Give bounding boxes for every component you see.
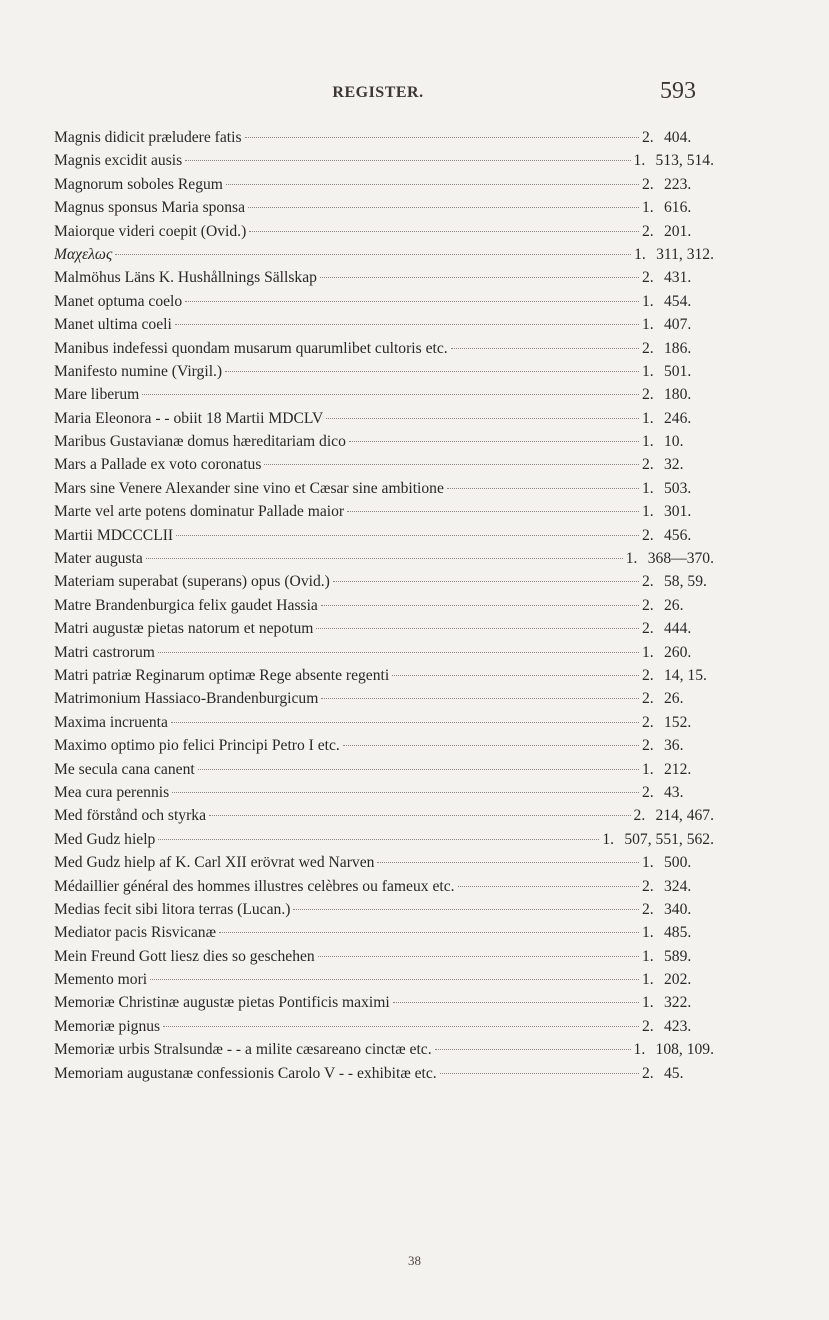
dot-leader — [349, 441, 639, 442]
entry-volume: 1. — [634, 245, 646, 263]
entry-volume: 2. — [642, 690, 654, 708]
dot-leader — [146, 558, 623, 559]
entry-pages: 407. — [664, 316, 692, 334]
entry-pages: 14, 15. — [664, 666, 707, 684]
entry-text: Malmöhus Läns K. Hushållnings Sällskap — [54, 269, 317, 287]
entry-text: Mediator pacis Risvicanæ — [54, 924, 216, 942]
signature-mark: 38 — [408, 1253, 421, 1268]
entry-volume: 2. — [642, 1017, 654, 1035]
index-entry — [54, 126, 714, 149]
index-entry — [54, 664, 714, 687]
entry-text: Medias fecit sibi litora terras (Lucan.) — [54, 900, 291, 918]
entry-volume: 2. — [642, 339, 654, 357]
entry-pages: 507, 551, 562. — [624, 830, 714, 848]
dot-leader — [176, 535, 639, 536]
dot-leader — [264, 464, 639, 465]
dot-leader — [175, 324, 639, 325]
entry-pages: 423. — [664, 1017, 692, 1035]
dot-leader — [458, 886, 639, 887]
entry-volume: 2. — [642, 269, 654, 287]
entry-pages: 43. — [664, 783, 684, 801]
entry-pages: 513, 514. — [655, 152, 714, 170]
entry-volume: 2. — [642, 620, 654, 638]
dot-leader — [377, 862, 639, 863]
index-entry — [54, 430, 714, 453]
dot-leader — [451, 348, 639, 349]
dot-leader — [249, 231, 639, 232]
dot-leader — [163, 1026, 639, 1027]
entry-pages: 58, 59. — [664, 573, 707, 591]
entry-pages: 26. — [664, 690, 684, 708]
index-entry — [54, 1015, 714, 1038]
entry-text: Mea cura perennis — [54, 783, 170, 801]
entry-volume: 1. — [625, 550, 638, 568]
index-entry — [54, 477, 714, 500]
entry-pages: 431. — [664, 269, 692, 287]
index-entry — [54, 547, 714, 570]
index-entry — [54, 570, 714, 593]
index-entry — [54, 687, 714, 710]
index-entry — [54, 875, 714, 898]
entry-pages: 311, 312. — [656, 245, 714, 263]
dot-leader — [316, 628, 639, 629]
entry-text: Memoriæ Christinæ augustæ pietas Pontificis maximi — [54, 994, 390, 1012]
index-entry — [54, 149, 714, 172]
entry-volume: 1. — [642, 503, 654, 521]
entry-text: Magnis excidit ausis — [54, 152, 183, 170]
index-entry — [54, 500, 714, 523]
index-entry — [54, 337, 714, 360]
entry-text: Médaillier général des hommes illustres celèbres ou fameux etc. — [54, 877, 455, 895]
index-entry — [54, 851, 714, 874]
index-entry — [54, 196, 714, 219]
entry-volume: 1. — [642, 362, 654, 380]
index-entry — [54, 781, 714, 804]
index-entry — [54, 828, 714, 851]
dot-leader — [219, 932, 639, 933]
dot-leader — [142, 394, 639, 395]
entry-pages: 32. — [664, 456, 684, 474]
dot-leader — [293, 909, 639, 910]
entry-volume: 1. — [633, 152, 646, 170]
entry-pages: 260. — [664, 643, 692, 661]
entry-volume: 1. — [642, 199, 654, 217]
entry-text: Med förstånd och styrka — [54, 807, 207, 825]
entry-text: Memoriam augustanæ confessionis Carolo V - - exhibitæ etc. — [54, 1064, 437, 1082]
entry-volume: 1. — [642, 643, 654, 661]
entry-volume: 1. — [642, 971, 654, 989]
entry-pages: 444. — [664, 620, 692, 638]
entry-text: Maria Eleonora - - obiit 18 Martii MDCLV — [54, 409, 324, 427]
entry-text: Mars a Pallade ex voto coronatus — [54, 456, 262, 474]
entry-pages: 503. — [664, 479, 692, 497]
dot-leader — [333, 581, 639, 582]
dot-leader — [209, 815, 631, 816]
dot-leader — [248, 207, 639, 208]
dot-leader — [320, 277, 639, 278]
entry-pages: 454. — [664, 292, 692, 310]
entry-pages: 589. — [664, 947, 692, 965]
dot-leader — [326, 418, 639, 419]
dot-leader — [318, 956, 639, 957]
entry-pages: 485. — [664, 924, 692, 942]
entry-text: Matri patriæ Reginarum optimæ Rege absente regenti — [54, 666, 390, 684]
dot-leader — [347, 511, 639, 512]
entry-text: Materiam superabat (superans) opus (Ovid.) — [54, 573, 330, 591]
entry-text: Me secula cana canent — [54, 760, 195, 778]
dot-leader — [115, 254, 631, 255]
running-title: REGISTER. — [332, 84, 424, 101]
index-entry — [54, 383, 714, 406]
dot-leader — [440, 1073, 639, 1074]
index-entry — [54, 758, 714, 781]
entry-text: Magnorum soboles Regum — [54, 175, 223, 193]
entry-volume: 1. — [642, 994, 654, 1012]
dot-leader — [171, 722, 639, 723]
entry-text: Matrimonium Hassiaco-Brandenburgicum — [54, 690, 319, 708]
entry-text: Manifesto numine (Virgil.) — [54, 362, 223, 380]
entry-pages: 340. — [664, 900, 692, 918]
entry-text: Maiorque videri coepit (Ovid.) — [54, 222, 247, 240]
entry-text: Maximo optimo pio felici Principi Petro I etc. — [54, 737, 340, 755]
entry-volume: 1. — [642, 292, 654, 310]
entry-volume: 1. — [642, 947, 654, 965]
entry-pages: 301. — [664, 503, 692, 521]
index-entry — [54, 453, 714, 476]
entry-volume: 2. — [642, 666, 654, 684]
index-entry — [54, 734, 714, 757]
index-entry — [54, 1038, 714, 1061]
entry-text: Maxima incruenta — [54, 713, 168, 731]
entry-volume: 1. — [602, 830, 615, 848]
dot-leader — [226, 184, 639, 185]
entry-volume: 2. — [642, 456, 654, 474]
entry-volume: 2. — [642, 573, 654, 591]
entry-volume: 2. — [642, 783, 654, 801]
entry-text: Magnis didicit præludere fatis — [54, 129, 242, 146]
entry-pages: 404. — [664, 129, 692, 146]
entry-pages: 152. — [664, 713, 692, 731]
entry-pages: 202. — [664, 971, 692, 989]
entry-text: Mars sine Venere Alexander sine vino et Cæsar sine ambitione — [54, 479, 444, 497]
entry-volume: 2. — [633, 807, 646, 825]
index-entry — [54, 804, 714, 827]
entry-volume: 2. — [642, 386, 654, 404]
entry-volume: 2. — [642, 596, 654, 614]
entry-pages: 10. — [664, 433, 684, 451]
dot-leader — [435, 1049, 631, 1050]
entry-pages: 201. — [664, 222, 692, 240]
entry-volume: 1. — [642, 924, 654, 942]
entry-text: Manet ultima coeli — [54, 316, 172, 334]
entry-volume: 2. — [642, 526, 654, 544]
index-entry — [54, 921, 714, 944]
entry-pages: 26. — [664, 596, 684, 614]
index-entry — [54, 711, 714, 734]
entry-pages: 456. — [664, 526, 692, 544]
entry-volume: 1. — [642, 409, 654, 427]
entry-text: Manet optuma coelo — [54, 292, 183, 310]
entry-pages: 214, 467. — [655, 807, 714, 825]
index-entry — [54, 594, 714, 617]
entry-pages: 500. — [664, 854, 692, 872]
entry-volume: 1. — [642, 316, 654, 334]
dot-leader — [150, 979, 639, 980]
index-entry — [54, 266, 714, 289]
entry-pages: 36. — [664, 737, 684, 755]
entry-volume: 1. — [642, 760, 654, 778]
entry-volume: 1. — [642, 479, 654, 497]
index-entry — [54, 360, 714, 383]
dot-leader — [343, 745, 639, 746]
entry-text: Manibus indefessi quondam musarum quarumlibet cultoris etc. — [54, 339, 448, 357]
entry-volume: 2. — [642, 900, 654, 918]
dot-leader — [185, 301, 639, 302]
entry-text: Mater augusta — [54, 550, 143, 568]
entry-pages: 223. — [664, 175, 692, 193]
entry-text: Μαχελως — [54, 245, 113, 263]
index-entry — [54, 898, 714, 921]
dot-leader — [172, 792, 639, 793]
index-entry — [54, 173, 714, 196]
index-entry — [54, 991, 714, 1014]
entry-text: Matre Brandenburgica felix gaudet Hassia — [54, 596, 318, 614]
entry-pages: 322. — [664, 994, 692, 1012]
entry-pages: 616. — [664, 199, 692, 217]
dot-leader — [158, 839, 599, 840]
entry-text: Matri castrorum — [54, 643, 155, 661]
index-entry — [54, 407, 714, 430]
entry-pages: 45. — [664, 1064, 684, 1082]
index-entry — [54, 617, 714, 640]
entry-text: Med Gudz hielp — [54, 830, 156, 848]
entry-text: Martii MDCCCLII — [54, 526, 174, 544]
entry-volume: 2. — [642, 877, 654, 895]
index-entry — [54, 290, 714, 313]
entry-text: Memento mori — [54, 971, 148, 989]
entry-pages: 108, 109. — [655, 1041, 714, 1059]
entry-text: Matri augustæ pietas natorum et nepotum — [54, 620, 314, 638]
entry-pages: 186. — [664, 339, 692, 357]
entry-pages: 212. — [664, 760, 692, 778]
index-entry — [54, 1062, 714, 1085]
index-entry — [54, 313, 714, 336]
page-header — [60, 78, 696, 108]
entry-volume: 2. — [642, 129, 654, 146]
index-entry — [54, 243, 714, 266]
dot-leader — [321, 605, 639, 606]
dot-leader — [185, 160, 630, 161]
index-entry — [54, 524, 714, 547]
entry-volume: 2. — [642, 175, 654, 193]
entry-volume: 2. — [642, 222, 654, 240]
entry-pages: 368—370. — [647, 550, 714, 568]
entry-text: Marte vel arte potens dominatur Pallade maior — [54, 503, 345, 521]
index-entry — [54, 945, 714, 968]
index-entry — [54, 641, 714, 664]
dot-leader — [447, 488, 639, 489]
entry-volume: 2. — [642, 713, 654, 731]
entry-text: Magnus sponsus Maria sponsa — [54, 199, 246, 217]
index-entry — [54, 968, 714, 991]
entry-text: Mare liberum — [54, 386, 140, 404]
dot-leader — [321, 698, 639, 699]
entry-pages: 501. — [664, 362, 692, 380]
page-number: 593 — [660, 78, 696, 104]
index-entry — [54, 220, 714, 243]
dot-leader — [198, 769, 639, 770]
entry-text: Med Gudz hielp af K. Carl XII erövrat wed Narven — [54, 854, 375, 872]
entry-text: Maribus Gustavianæ domus hæreditariam dico — [54, 433, 346, 451]
dot-leader — [158, 652, 639, 653]
entry-pages: 324. — [664, 877, 692, 895]
entry-volume: 1. — [633, 1041, 646, 1059]
dot-leader — [393, 1002, 639, 1003]
dot-leader — [245, 137, 639, 138]
entry-volume: 2. — [642, 737, 654, 755]
register-entries — [54, 126, 714, 1085]
entry-volume: 1. — [642, 433, 654, 451]
entry-volume: 2. — [642, 1064, 654, 1082]
entry-pages: 180. — [664, 386, 692, 404]
entry-text: Memoriæ pignus — [54, 1017, 161, 1035]
dot-leader — [392, 675, 639, 676]
dot-leader — [225, 371, 639, 372]
entry-pages: 246. — [664, 409, 692, 427]
entry-text: Memoriæ urbis Stralsundæ - - a milite cæsareano cinctæ etc. — [54, 1041, 432, 1059]
entry-volume: 1. — [642, 854, 654, 872]
entry-text: Mein Freund Gott liesz dies so geschehen — [54, 947, 315, 965]
